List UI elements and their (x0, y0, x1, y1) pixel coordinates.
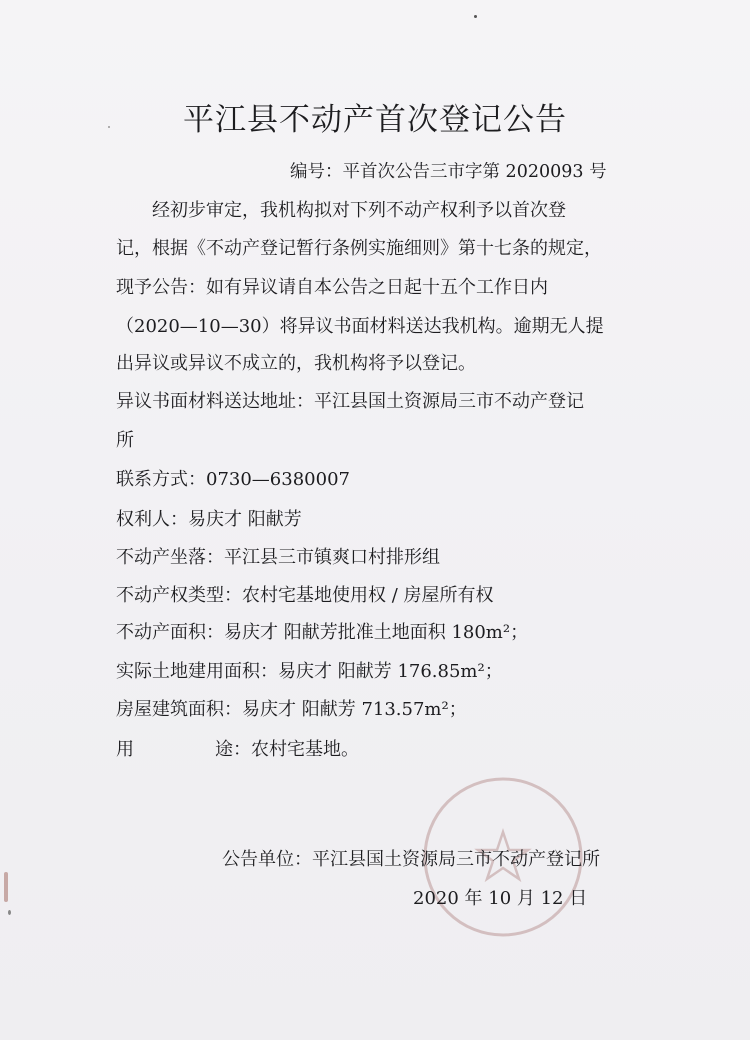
body-line: 现予公告：如有异议请自本公告之日起十五个工作日内 (116, 277, 548, 298)
actual-land-area-line: 实际土地建用面积：易庆才 阳献芳 176.85m²； (116, 661, 503, 682)
body-line: （2020—10—30）将异议书面材料送达我机构。逾期无人提 (116, 316, 604, 337)
edge-stain (4, 872, 8, 902)
document-number: 编号：平首次公告三市字第 2020093 号 (290, 162, 607, 182)
usage-label: 用 (116, 739, 134, 760)
usage-value: 途：农村宅基地。 (215, 739, 359, 760)
issue-date: 2020 年 10 月 12 日 (413, 888, 588, 909)
issuer-line: 公告单位：平江县国土资源局三市不动产登记所 (222, 849, 600, 870)
body-line: 经初步审定，我机构拟对下列不动产权利予以首次登 (152, 200, 566, 221)
body-line: 异议书面材料送达地址：平江县国土资源局三市不动产登记 (116, 391, 584, 412)
body-line: 所 (116, 430, 134, 451)
body-line: 出异议或异议不成立的，我机构将予以登记。 (116, 353, 476, 374)
notice-title: 平江县不动产首次登记公告 (183, 102, 567, 138)
right-type-line: 不动产权类型：农村宅基地使用权 / 房屋所有权 (116, 585, 494, 606)
building-area-line: 房屋建筑面积：易庆才 阳献芳 713.57m²； (116, 699, 467, 720)
approved-area-line: 不动产面积：易庆才 阳献芳批准土地面积 180m²； (116, 622, 529, 643)
paper-speck (474, 15, 477, 18)
body-line: 记，根据《不动产登记暂行条例实施细则》第十七条的规定， (116, 238, 602, 259)
location-line: 不动产坐落：平江县三市镇爽口村排形组 (116, 547, 440, 568)
right-holder-line: 权利人：易庆才 阳献芳 (116, 509, 302, 530)
paper-speck (8, 910, 11, 915)
contact-line: 联系方式：0730—6380007 (116, 469, 350, 490)
